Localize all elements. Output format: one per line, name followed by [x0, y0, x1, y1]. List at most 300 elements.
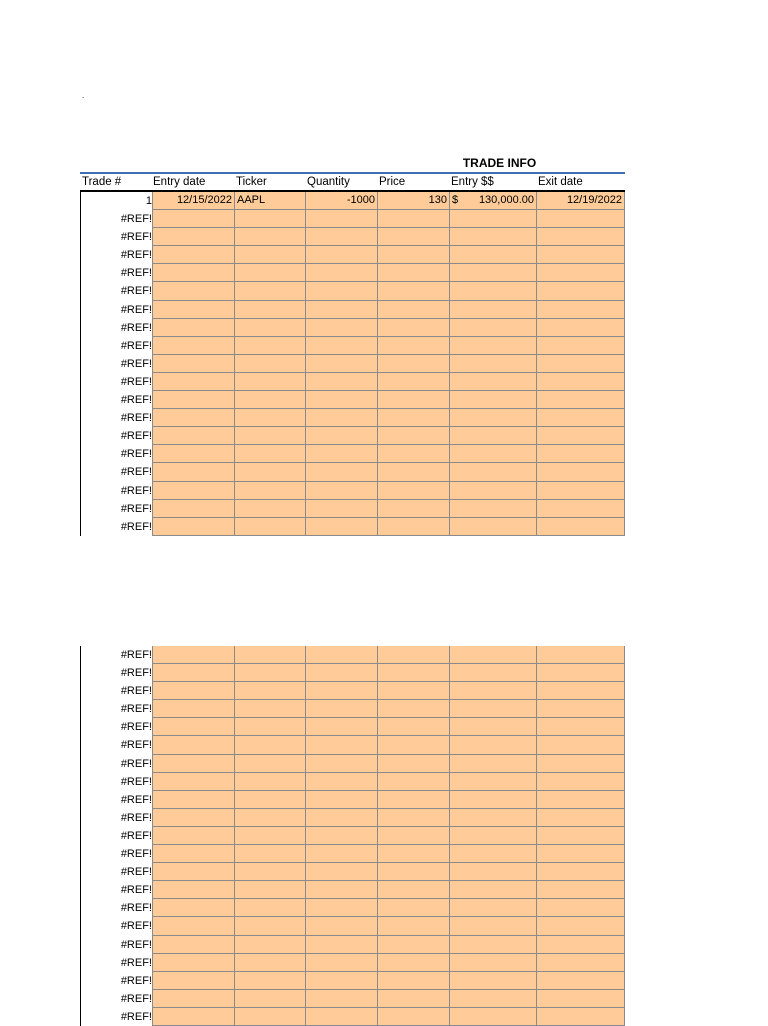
exit-date-cell[interactable] [537, 337, 625, 355]
trade-number-cell[interactable]: #REF! [120, 920, 152, 933]
ticker-cell[interactable] [235, 373, 306, 391]
quantity-cell[interactable] [306, 664, 378, 682]
price-cell[interactable] [378, 463, 450, 481]
price-cell[interactable] [378, 845, 450, 863]
price-cell[interactable] [378, 899, 450, 917]
header-trade-no[interactable]: Trade # [82, 176, 122, 188]
exit-date-cell[interactable] [537, 718, 625, 736]
table-row [80, 391, 625, 409]
table-row [80, 755, 625, 773]
quantity-cell[interactable] [306, 972, 378, 990]
trade-number-cell[interactable]: #REF! [120, 357, 152, 370]
entry-amount-cell[interactable] [450, 228, 537, 246]
entry-date-cell[interactable] [152, 881, 235, 899]
price-cell[interactable]: 130 [378, 192, 450, 210]
quantity-cell[interactable] [306, 409, 378, 427]
price-cell[interactable] [378, 1008, 450, 1026]
entry-amount-cell[interactable] [450, 409, 537, 427]
ticker-cell[interactable] [235, 228, 306, 246]
entry-date-cell[interactable] [152, 936, 235, 954]
entry-amount-cell[interactable] [450, 337, 537, 355]
trade-number-cell[interactable]: #REF! [120, 213, 152, 226]
entry-date-cell[interactable] [152, 228, 235, 246]
entry-amount-cell[interactable] [450, 373, 537, 391]
trade-number-cell[interactable]: #REF! [120, 520, 152, 533]
entry-amount-cell[interactable] [450, 773, 537, 791]
exit-date-cell[interactable]: 12/19/2022 [537, 192, 625, 210]
exit-date-cell[interactable] [537, 445, 625, 463]
price-cell[interactable] [378, 319, 450, 337]
exit-date-cell[interactable] [537, 427, 625, 445]
price-cell[interactable] [378, 301, 450, 319]
entry-date-cell[interactable] [152, 463, 235, 481]
price-cell[interactable] [378, 917, 450, 935]
quantity-cell[interactable] [306, 827, 378, 845]
entry-amount-cell[interactable] [450, 355, 537, 373]
quantity-cell[interactable] [306, 809, 378, 827]
entry-amount-cell[interactable] [450, 700, 537, 718]
entry-amount-cell[interactable] [450, 210, 537, 228]
exit-date-cell[interactable] [537, 736, 625, 754]
trade-number-cell[interactable]: 1 [145, 195, 152, 207]
price-cell[interactable] [378, 646, 450, 664]
entry-date-cell[interactable] [152, 518, 235, 536]
trade-number-cell[interactable]: #REF! [120, 484, 152, 497]
quantity-cell[interactable] [306, 482, 378, 500]
exit-date-cell[interactable] [537, 664, 625, 682]
entry-amount-cell[interactable] [450, 936, 537, 954]
entry-amount-cell[interactable] [450, 518, 537, 536]
entry-amount-cell[interactable] [450, 646, 537, 664]
entry-date-cell[interactable] [152, 319, 235, 337]
trade-number-cell[interactable]: #REF! [120, 649, 152, 661]
entry-amount-cell[interactable] [450, 845, 537, 863]
price-cell[interactable] [378, 718, 450, 736]
exit-date-cell[interactable] [537, 264, 625, 282]
entry-date-cell[interactable] [152, 1008, 235, 1026]
ticker-cell[interactable] [235, 427, 306, 445]
exit-date-cell[interactable] [537, 881, 625, 899]
price-cell[interactable] [378, 427, 450, 445]
price-cell[interactable] [378, 755, 450, 773]
ticker-cell[interactable] [235, 319, 306, 337]
ticker-cell[interactable] [235, 936, 306, 954]
quantity-cell[interactable] [306, 445, 378, 463]
exit-date-cell[interactable] [537, 463, 625, 481]
ticker-cell[interactable] [235, 337, 306, 355]
price-cell[interactable] [378, 264, 450, 282]
corner-mark: . [82, 91, 85, 100]
ticker-cell[interactable] [235, 700, 306, 718]
trade-number-cell[interactable]: #REF! [120, 974, 152, 987]
trade-number-cell[interactable]: #REF! [120, 375, 152, 388]
ticker-cell[interactable] [235, 463, 306, 481]
trade-number-cell[interactable]: #REF! [120, 303, 152, 316]
exit-date-cell[interactable] [537, 972, 625, 990]
entry-date-cell[interactable] [152, 445, 235, 463]
exit-date-cell[interactable] [537, 246, 625, 264]
ticker-cell[interactable] [235, 664, 306, 682]
quantity-cell[interactable] [306, 736, 378, 754]
trade-number-cell[interactable]: #REF! [120, 231, 152, 244]
exit-date-cell[interactable] [537, 809, 625, 827]
trade-number-cell[interactable]: #REF! [120, 811, 152, 824]
exit-date-cell[interactable] [537, 373, 625, 391]
ticker-cell[interactable] [235, 736, 306, 754]
trade-number-cell[interactable]: #REF! [120, 412, 152, 425]
exit-date-cell[interactable] [537, 990, 625, 1008]
price-cell[interactable] [378, 282, 450, 300]
entry-date-cell[interactable] [152, 210, 235, 228]
entry-date-cell[interactable] [152, 791, 235, 809]
table-row [80, 500, 625, 518]
price-cell[interactable] [378, 954, 450, 972]
entry-date-cell[interactable] [152, 773, 235, 791]
table-row [80, 210, 625, 228]
ticker-cell[interactable] [235, 845, 306, 863]
exit-date-cell[interactable] [537, 282, 625, 300]
entry-date-cell[interactable] [152, 264, 235, 282]
exit-date-cell[interactable] [537, 954, 625, 972]
ticker-cell[interactable] [235, 210, 306, 228]
entry-amount-cell[interactable] [450, 500, 537, 518]
ticker-cell[interactable] [235, 646, 306, 664]
exit-date-cell[interactable] [537, 355, 625, 373]
entry-amount-cell[interactable] [450, 319, 537, 337]
ticker-cell[interactable] [235, 355, 306, 373]
ticker-cell[interactable]: AAPL [235, 192, 306, 210]
ticker-cell[interactable] [235, 773, 306, 791]
exit-date-cell[interactable] [537, 827, 625, 845]
entry-date-cell[interactable] [152, 972, 235, 990]
price-cell[interactable] [378, 990, 450, 1008]
ticker-cell[interactable] [235, 301, 306, 319]
price-cell[interactable] [378, 373, 450, 391]
header-quantity[interactable]: Quantity [307, 176, 350, 188]
entry-amount-cell[interactable] [450, 427, 537, 445]
quantity-cell[interactable] [306, 391, 378, 409]
entry-amount-value: 130,000.00 [478, 194, 534, 206]
quantity-cell[interactable] [306, 936, 378, 954]
table-row [80, 700, 625, 718]
trade-number-cell[interactable]: #REF! [120, 866, 152, 879]
quantity-cell[interactable] [306, 845, 378, 863]
quantity-cell[interactable] [306, 355, 378, 373]
price-cell[interactable] [378, 809, 450, 827]
entry-date-cell[interactable] [152, 899, 235, 917]
price-cell[interactable] [378, 445, 450, 463]
entry-date-cell[interactable] [152, 646, 235, 664]
trade-number-cell[interactable]: #REF! [120, 829, 152, 842]
entry-amount-cell[interactable] [450, 718, 537, 736]
entry-amount-cell[interactable] [450, 972, 537, 990]
exit-date-cell[interactable] [537, 518, 625, 536]
ticker-cell[interactable] [235, 682, 306, 700]
exit-date-cell[interactable] [537, 755, 625, 773]
entry-date-cell[interactable] [152, 409, 235, 427]
ticker-cell[interactable] [235, 990, 306, 1008]
price-cell[interactable] [378, 391, 450, 409]
exit-date-cell[interactable] [537, 319, 625, 337]
ticker-cell[interactable] [235, 264, 306, 282]
entry-date-cell[interactable] [152, 246, 235, 264]
trade-number-cell[interactable]: #REF! [120, 321, 152, 334]
quantity-cell[interactable] [306, 682, 378, 700]
trade-number-cell[interactable]: #REF! [120, 685, 152, 698]
ticker-cell[interactable] [235, 755, 306, 773]
ticker-cell[interactable] [235, 246, 306, 264]
trade-number-cell[interactable]: #REF! [120, 448, 152, 461]
price-cell[interactable] [378, 791, 450, 809]
entry-date-cell[interactable] [152, 917, 235, 935]
ticker-cell[interactable] [235, 500, 306, 518]
exit-date-cell[interactable] [537, 899, 625, 917]
quantity-cell[interactable] [306, 319, 378, 337]
entry-amount-cell[interactable] [450, 463, 537, 481]
price-cell[interactable] [378, 518, 450, 536]
exit-date-cell[interactable] [537, 791, 625, 809]
trade-number-cell[interactable]: #REF! [120, 703, 152, 716]
ticker-cell[interactable] [235, 409, 306, 427]
ticker-cell[interactable] [235, 899, 306, 917]
price-cell[interactable] [378, 682, 450, 700]
exit-date-cell[interactable] [537, 301, 625, 319]
quantity-cell[interactable] [306, 463, 378, 481]
entry-date-cell[interactable] [152, 718, 235, 736]
header-ticker[interactable]: Ticker [236, 176, 267, 188]
entry-date-cell[interactable] [152, 700, 235, 718]
entry-date-cell[interactable] [152, 954, 235, 972]
entry-amount-cell[interactable] [450, 682, 537, 700]
ticker-cell[interactable] [235, 954, 306, 972]
entry-amount-cell[interactable] [450, 192, 537, 210]
entry-amount-cell[interactable] [450, 755, 537, 773]
exit-date-cell[interactable] [537, 682, 625, 700]
quantity-cell[interactable] [306, 954, 378, 972]
price-cell[interactable] [378, 736, 450, 754]
header-entry-date[interactable]: Entry date [153, 176, 206, 188]
quantity-cell[interactable] [306, 917, 378, 935]
entry-amount-cell[interactable] [450, 954, 537, 972]
entry-date-cell[interactable]: 12/15/2022 [152, 192, 235, 210]
ticker-cell[interactable] [235, 518, 306, 536]
entry-date-cell[interactable] [152, 500, 235, 518]
quantity-cell[interactable] [306, 755, 378, 773]
price-cell[interactable] [378, 881, 450, 899]
exit-date-cell[interactable] [537, 863, 625, 881]
price-cell[interactable] [378, 827, 450, 845]
ticker-cell[interactable] [235, 863, 306, 881]
sheet-title: TRADE INFO [462, 156, 537, 170]
price-cell[interactable] [378, 700, 450, 718]
price-cell[interactable] [378, 664, 450, 682]
trade-number-cell[interactable]: #REF! [120, 956, 152, 969]
quantity-cell[interactable] [306, 373, 378, 391]
price-cell[interactable] [378, 409, 450, 427]
quantity-cell[interactable] [306, 899, 378, 917]
ticker-cell[interactable] [235, 827, 306, 845]
exit-date-cell[interactable] [537, 409, 625, 427]
entry-amount-cell[interactable] [450, 482, 537, 500]
ticker-cell[interactable] [235, 482, 306, 500]
exit-date-cell[interactable] [537, 1008, 625, 1026]
entry-amount-cell[interactable] [450, 246, 537, 264]
exit-date-cell[interactable] [537, 646, 625, 664]
exit-date-cell[interactable] [537, 228, 625, 246]
ticker-cell[interactable] [235, 917, 306, 935]
entry-date-cell[interactable] [152, 282, 235, 300]
trade-number-cell[interactable]: #REF! [120, 992, 152, 1005]
entry-date-cell[interactable] [152, 301, 235, 319]
quantity-cell[interactable] [306, 500, 378, 518]
entry-amount-cell[interactable] [450, 809, 537, 827]
quantity-cell[interactable] [306, 228, 378, 246]
trade-table-block-2 [80, 646, 625, 1026]
entry-amount-cell[interactable] [450, 881, 537, 899]
trade-number-cell[interactable]: #REF! [120, 884, 152, 897]
entry-amount-cell[interactable] [450, 791, 537, 809]
entry-amount-cell[interactable] [450, 264, 537, 282]
trade-number-cell[interactable]: #REF! [120, 430, 152, 443]
entry-amount-cell[interactable] [450, 990, 537, 1008]
quantity-cell[interactable] [306, 881, 378, 899]
trade-number-cell[interactable]: #REF! [120, 739, 152, 752]
price-cell[interactable] [378, 337, 450, 355]
entry-amount-cell[interactable] [450, 282, 537, 300]
trade-number-cell[interactable]: #REF! [120, 721, 152, 734]
price-cell[interactable] [378, 936, 450, 954]
trade-number-cell[interactable]: #REF! [120, 249, 152, 262]
price-cell[interactable] [378, 500, 450, 518]
price-cell[interactable] [378, 355, 450, 373]
trade-number-cell[interactable]: #REF! [120, 775, 152, 788]
quantity-cell[interactable] [306, 718, 378, 736]
quantity-cell[interactable] [306, 246, 378, 264]
exit-date-cell[interactable] [537, 917, 625, 935]
quantity-cell[interactable] [306, 773, 378, 791]
entry-date-cell[interactable] [152, 664, 235, 682]
price-cell[interactable] [378, 773, 450, 791]
entry-date-cell[interactable] [152, 482, 235, 500]
ticker-cell[interactable] [235, 809, 306, 827]
entry-amount-cell[interactable] [450, 899, 537, 917]
price-cell[interactable] [378, 482, 450, 500]
entry-date-cell[interactable] [152, 755, 235, 773]
trade-number-cell[interactable]: #REF! [120, 902, 152, 915]
ticker-cell[interactable] [235, 282, 306, 300]
exit-date-cell[interactable] [537, 773, 625, 791]
exit-date-cell[interactable] [537, 845, 625, 863]
ticker-cell[interactable] [235, 445, 306, 463]
entry-date-cell[interactable] [152, 373, 235, 391]
quantity-cell[interactable] [306, 700, 378, 718]
quantity-cell[interactable] [306, 427, 378, 445]
price-cell[interactable] [378, 863, 450, 881]
trade-number-cell[interactable]: #REF! [120, 466, 152, 479]
ticker-cell[interactable] [235, 881, 306, 899]
exit-date-cell[interactable] [537, 482, 625, 500]
ticker-cell[interactable] [235, 972, 306, 990]
trade-number-cell[interactable]: #REF! [120, 757, 152, 770]
quantity-cell[interactable] [306, 337, 378, 355]
quantity-cell[interactable] [306, 1008, 378, 1026]
table-row [80, 1008, 625, 1026]
price-cell[interactable] [378, 972, 450, 990]
trade-number-cell[interactable]: #REF! [120, 1010, 152, 1023]
quantity-cell[interactable] [306, 791, 378, 809]
entry-date-cell[interactable] [152, 990, 235, 1008]
price-cell[interactable] [378, 246, 450, 264]
exit-date-cell[interactable] [537, 500, 625, 518]
table-row [80, 518, 625, 536]
entry-date-cell[interactable] [152, 355, 235, 373]
trade-number-cell[interactable]: #REF! [120, 793, 152, 806]
entry-date-cell[interactable] [152, 809, 235, 827]
quantity-cell[interactable] [306, 990, 378, 1008]
header-price[interactable]: Price [379, 176, 406, 188]
entry-date-cell[interactable] [152, 863, 235, 881]
entry-date-cell[interactable] [152, 682, 235, 700]
quantity-cell[interactable] [306, 264, 378, 282]
trade-number-cell[interactable]: #REF! [120, 285, 152, 298]
exit-date-cell[interactable] [537, 391, 625, 409]
entry-amount-cell[interactable] [450, 391, 537, 409]
trade-number-cell[interactable]: #REF! [120, 848, 152, 861]
entry-date-cell[interactable] [152, 337, 235, 355]
table-row [80, 881, 625, 899]
entry-amount-cell[interactable] [450, 301, 537, 319]
entry-date-cell[interactable] [152, 827, 235, 845]
quantity-cell[interactable] [306, 210, 378, 228]
entry-amount-cell[interactable] [450, 664, 537, 682]
entry-date-cell[interactable] [152, 427, 235, 445]
quantity-cell[interactable] [306, 282, 378, 300]
entry-amount-cell[interactable] [450, 736, 537, 754]
header-exit-date[interactable]: Exit date [538, 176, 583, 188]
header-entry-amount[interactable]: Entry $$ [451, 176, 494, 188]
quantity-cell[interactable]: -1000 [306, 192, 378, 210]
entry-date-cell[interactable] [152, 391, 235, 409]
ticker-cell[interactable] [235, 791, 306, 809]
quantity-cell[interactable] [306, 646, 378, 664]
exit-date-cell[interactable] [537, 210, 625, 228]
quantity-cell[interactable] [306, 863, 378, 881]
entry-amount-cell[interactable] [450, 1008, 537, 1026]
trade-number-cell[interactable]: #REF! [120, 667, 152, 680]
trade-number-cell[interactable]: #REF! [120, 339, 152, 352]
exit-date-cell[interactable] [537, 936, 625, 954]
trade-number-cell[interactable]: #REF! [120, 938, 152, 951]
table-row [80, 791, 625, 809]
ticker-cell[interactable] [235, 391, 306, 409]
ticker-cell[interactable] [235, 1008, 306, 1026]
quantity-cell[interactable] [306, 518, 378, 536]
price-cell[interactable] [378, 210, 450, 228]
exit-date-cell[interactable] [537, 700, 625, 718]
quantity-cell[interactable] [306, 301, 378, 319]
trade-number-cell[interactable]: #REF! [120, 502, 152, 515]
trade-number-cell[interactable]: #REF! [120, 267, 152, 280]
entry-amount-cell[interactable] [450, 917, 537, 935]
entry-amount-cell[interactable] [450, 863, 537, 881]
price-cell[interactable] [378, 228, 450, 246]
entry-amount-cell[interactable] [450, 445, 537, 463]
entry-date-cell[interactable] [152, 845, 235, 863]
trade-number-cell[interactable]: #REF! [120, 394, 152, 407]
entry-amount-cell[interactable] [450, 827, 537, 845]
ticker-cell[interactable] [235, 718, 306, 736]
entry-date-cell[interactable] [152, 736, 235, 754]
